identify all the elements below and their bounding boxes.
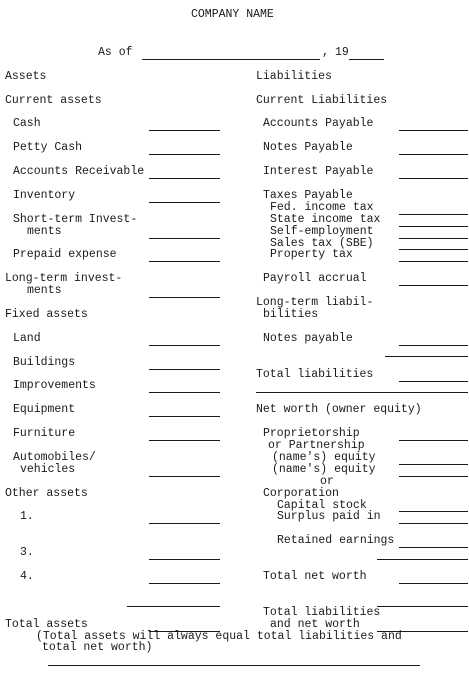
payroll-accrual-label: Payroll accrual <box>263 272 367 285</box>
or-partnership-label: or Partnership <box>268 439 365 452</box>
pre-total-blank-line[interactable] <box>377 606 468 607</box>
retained-earnings-label: Retained earnings <box>277 534 395 547</box>
sales-tax-label: Sales tax (SBE) <box>270 237 374 250</box>
capital-stock-blank-line[interactable] <box>399 511 468 512</box>
current-assets-heading: Current assets <box>5 94 102 107</box>
as-of-label: As of <box>98 46 133 59</box>
year-blank-line[interactable] <box>349 59 384 60</box>
taxes-payable-label: Taxes Payable <box>263 189 353 202</box>
total-liabilities-blank-line[interactable] <box>399 381 468 382</box>
names-equity-2-blank-line[interactable] <box>399 476 468 477</box>
total-net-worth-label: Total net worth <box>263 570 367 583</box>
assets-heading: Assets <box>5 70 47 83</box>
net-worth-subtotal-blank-line[interactable] <box>377 559 468 560</box>
accounts-payable-blank-line[interactable] <box>399 130 468 131</box>
subtotal-blank-line[interactable] <box>127 606 220 607</box>
property-tax-label: Property tax <box>270 248 353 261</box>
year-prefix: 19 <box>335 46 349 59</box>
liabilities-divider-line <box>256 392 468 393</box>
retained-earnings-blank-line[interactable] <box>399 547 468 548</box>
accounts-payable-label: Accounts Payable <box>263 117 374 130</box>
names-equity-1-blank-line[interactable] <box>399 464 468 465</box>
long-term-liabilities-label-2: bilities <box>263 308 319 321</box>
corporation-label: Corporation <box>263 487 339 500</box>
buildings-label: Buildings <box>13 356 76 369</box>
long-term-extra-blank-line[interactable] <box>385 356 468 357</box>
short-term-investments-label-1: Short-term Invest- <box>13 213 138 226</box>
buildings-blank-line[interactable] <box>149 369 220 370</box>
automobiles-label-1: Automobiles/ <box>13 451 96 464</box>
total-liabilities-label: Total liabilities <box>256 368 374 381</box>
signature-blank-line[interactable] <box>48 665 420 666</box>
total-liabilities-net-worth-label-2: and net worth <box>270 618 360 631</box>
other-asset-3-blank-line[interactable] <box>149 559 220 560</box>
interest-payable-blank-line[interactable] <box>399 178 468 179</box>
capital-stock-label: Capital stock <box>277 499 367 512</box>
payroll-accrual-blank-line[interactable] <box>399 285 468 286</box>
property-tax-blank-line[interactable] <box>399 261 468 262</box>
land-blank-line[interactable] <box>149 345 220 346</box>
notes-payable-label: Notes Payable <box>263 141 353 154</box>
other-asset-4-blank-line[interactable] <box>149 583 220 584</box>
other-assets-heading: Other assets <box>5 487 88 500</box>
furniture-blank-line[interactable] <box>149 440 220 441</box>
or-label: or <box>320 475 334 488</box>
net-worth-heading: Net worth (owner equity) <box>256 403 422 416</box>
other-asset-3-label: 3. <box>20 546 34 559</box>
petty-cash-label: Petty Cash <box>13 141 83 154</box>
total-assets-label: Total assets <box>5 618 88 631</box>
long-term-investments-label-1: Long-term invest- <box>5 272 123 285</box>
sales-tax-blank-line[interactable] <box>399 249 468 250</box>
short-term-investments-blank-line[interactable] <box>149 238 220 239</box>
surplus-paid-in-label: Surplus paid in <box>277 510 381 523</box>
inventory-blank-line[interactable] <box>149 202 220 203</box>
surplus-paid-in-blank-line[interactable] <box>399 523 468 524</box>
date-blank-line[interactable] <box>142 59 320 60</box>
other-asset-1-label: 1. <box>20 510 34 523</box>
accounts-receivable-blank-line[interactable] <box>149 178 220 179</box>
current-liabilities-heading: Current Liabilities <box>256 94 388 107</box>
improvements-label: Improvements <box>13 379 96 392</box>
short-term-investments-label-2: ments <box>27 225 62 238</box>
names-equity-1-label: (name's) equity <box>272 451 376 464</box>
company-name-title: COMPANY NAME <box>191 8 274 21</box>
furniture-label: Furniture <box>13 427 76 440</box>
petty-cash-blank-line[interactable] <box>149 154 220 155</box>
proprietorship-label: Proprietorship <box>263 427 360 440</box>
notes-payable-lt-blank-line[interactable] <box>399 345 468 346</box>
notes-payable-blank-line[interactable] <box>399 154 468 155</box>
cash-blank-line[interactable] <box>149 130 220 131</box>
automobiles-blank-line[interactable] <box>149 476 220 477</box>
prepaid-expense-blank-line[interactable] <box>149 261 220 262</box>
long-term-liabilities-label-1: Long-term liabil- <box>256 296 374 309</box>
accounts-receivable-label: Accounts Receivable <box>13 165 145 178</box>
equipment-blank-line[interactable] <box>149 416 220 417</box>
state-income-tax-blank-line[interactable] <box>399 226 468 227</box>
liabilities-heading: Liabilities <box>256 70 332 83</box>
long-term-investments-label-2: ments <box>27 284 62 297</box>
fed-income-tax-label: Fed. income tax <box>270 201 374 214</box>
automobiles-label-2: vehicles <box>20 463 76 476</box>
fed-income-tax-blank-line[interactable] <box>399 214 468 215</box>
other-asset-4-label: 4. <box>20 570 34 583</box>
self-employment-blank-line[interactable] <box>399 238 468 239</box>
land-label: Land <box>13 332 41 345</box>
cash-label: Cash <box>13 117 41 130</box>
fixed-assets-heading: Fixed assets <box>5 308 88 321</box>
inventory-label: Inventory <box>13 189 76 202</box>
interest-payable-label: Interest Payable <box>263 165 374 178</box>
total-liabilities-net-worth-label-1: Total liabilities <box>263 606 381 619</box>
equipment-label: Equipment <box>13 403 76 416</box>
prepaid-expense-label: Prepaid expense <box>13 248 117 261</box>
other-asset-1-blank-line[interactable] <box>149 523 220 524</box>
date-comma: , <box>322 46 329 59</box>
footnote-line-2: total net worth) <box>42 641 153 654</box>
names-equity-2-label: (name's) equity <box>272 463 376 476</box>
proprietorship-blank-line[interactable] <box>399 440 468 441</box>
self-employment-label: Self-employment <box>270 225 374 238</box>
long-term-investments-blank-line[interactable] <box>149 297 220 298</box>
total-net-worth-blank-line[interactable] <box>399 583 468 584</box>
notes-payable-lt-label: Notes payable <box>263 332 353 345</box>
state-income-tax-label: State income tax <box>270 213 381 226</box>
improvements-blank-line[interactable] <box>149 392 220 393</box>
footnote-line-1: (Total assets will always equal total liabilities and <box>36 630 402 643</box>
